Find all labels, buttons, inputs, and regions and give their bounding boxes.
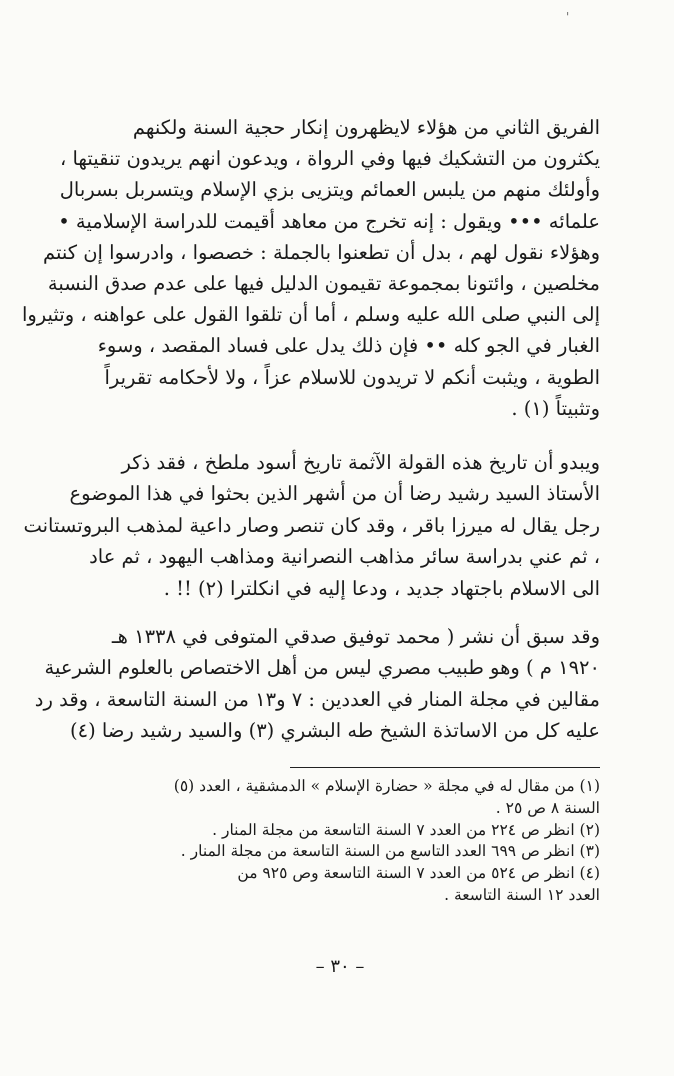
- paragraph-1: [21, 112, 600, 424]
- text-line: الأستاذ السيد رشيد رضا أن من أشهر الذين بحثوا في هذا الموضوع: [69, 482, 600, 506]
- text-line: الفريق الثاني من هؤلاء لايظهرون إنكار حجية السنة ولكنهم: [132, 116, 600, 139]
- paragraph-2: [23, 447, 600, 604]
- text-line: ١٩٢٠ م ) وهو طبيب مصري ليس من أهل الاختصاص بالعلوم الشرعية: [44, 656, 600, 680]
- text-line: ، ثم عني بدراسة سائر مذاهب النصرانية ومذاهب اليهود ، ثم عاد: [89, 545, 600, 569]
- footnote-line: (٢) انظر ص ٢٢٤ من العدد ٧ السنة التاسعة من مجلة المنار .: [212, 820, 600, 839]
- paragraph-3: [34, 621, 600, 747]
- text-line: رجل يقال له ميرزا باقر ، وقد كان تنصر وصار داعية لمذهب البروتستانت: [23, 513, 600, 537]
- footnote-separator: [290, 767, 600, 768]
- footnote-line: (٣) انظر ص ٦٩٩ العدد التاسع من السنة التاسعة من مجلة المنار .: [180, 842, 600, 861]
- text-line: وأولئك منهم من يلبس العمائم ويتزيى بزي الإسلام ويتسربل بسربال: [59, 178, 600, 202]
- footnote-line: السنة ٨ ص ٢٥ .: [495, 798, 600, 817]
- text-line: وهؤلاء نقول لهم ، بدل أن تطعنوا بالجملة : خصصوا ، وادرسوا إن كنتم: [43, 240, 600, 264]
- text-line: عليه كل من الاساتذة الشيخ طه البشري (٣) والسيد رشيد رضا (٤): [70, 719, 600, 743]
- footnotes: [78, 776, 600, 907]
- text-line: علمائه ••• ويقول : إنه تخرج من معاهد أقيمت للدراسة الإسلامية •: [58, 209, 600, 233]
- page-number: – ٣٠ –: [315, 956, 365, 977]
- text-line: وتثبيتاً (١) .: [511, 396, 600, 420]
- text-line: ويبدو أن تاريخ هذه القولة الآثمة تاريخ أسود ملطخ ، فقد ذكر: [121, 451, 600, 474]
- text-line: الغبار في الجو كله •• فإن ذلك يدل على فساد المقصد ، وسوء: [97, 334, 600, 358]
- text-line: الطوية ، ويثبت أنكم لا تريدون للاسلام عزاً ، ولا لأحكامه تقريراً: [104, 365, 600, 389]
- text-line: الى الاسلام باجتهاد جديد ، ودعا إليه في انكلترا (٢) !! .: [163, 576, 600, 600]
- text-line: مخلصين ، وائتونا بمجموعة تقيمون الدليل فيها على عدم صدق النسبة: [47, 272, 600, 296]
- text-line: يكثرون من التشكيك فيها وفي الرواة ، ويدعون انهم يريدون تنقيتها ،: [59, 147, 600, 171]
- text-line: وقد سبق أن نشر ( محمد توفيق صدقي المتوفى في ١٣٣٨ هـ: [111, 625, 600, 648]
- corner-mark: ': [566, 10, 570, 24]
- footnote-line: (٤) انظر ص ٥٢٤ من العدد ٧ السنة التاسعة وص ٩٢٥ من: [237, 864, 600, 883]
- text-line: مقالين في مجلة المنار في العددين : ٧ و١٣ من السنة التاسعة ، وقد رد: [34, 687, 600, 711]
- footnote-line: (١) من مقال له في مجلة « حضارة الإسلام » الدمشقية ، العدد (٥): [173, 777, 600, 795]
- footnote-line: العدد ١٢ السنة التاسعة .: [444, 885, 600, 904]
- text-line: إلى النبي صلى الله عليه وسلم ، أما أن تلقوا القول على عواهنه ، وتثيروا: [21, 303, 600, 327]
